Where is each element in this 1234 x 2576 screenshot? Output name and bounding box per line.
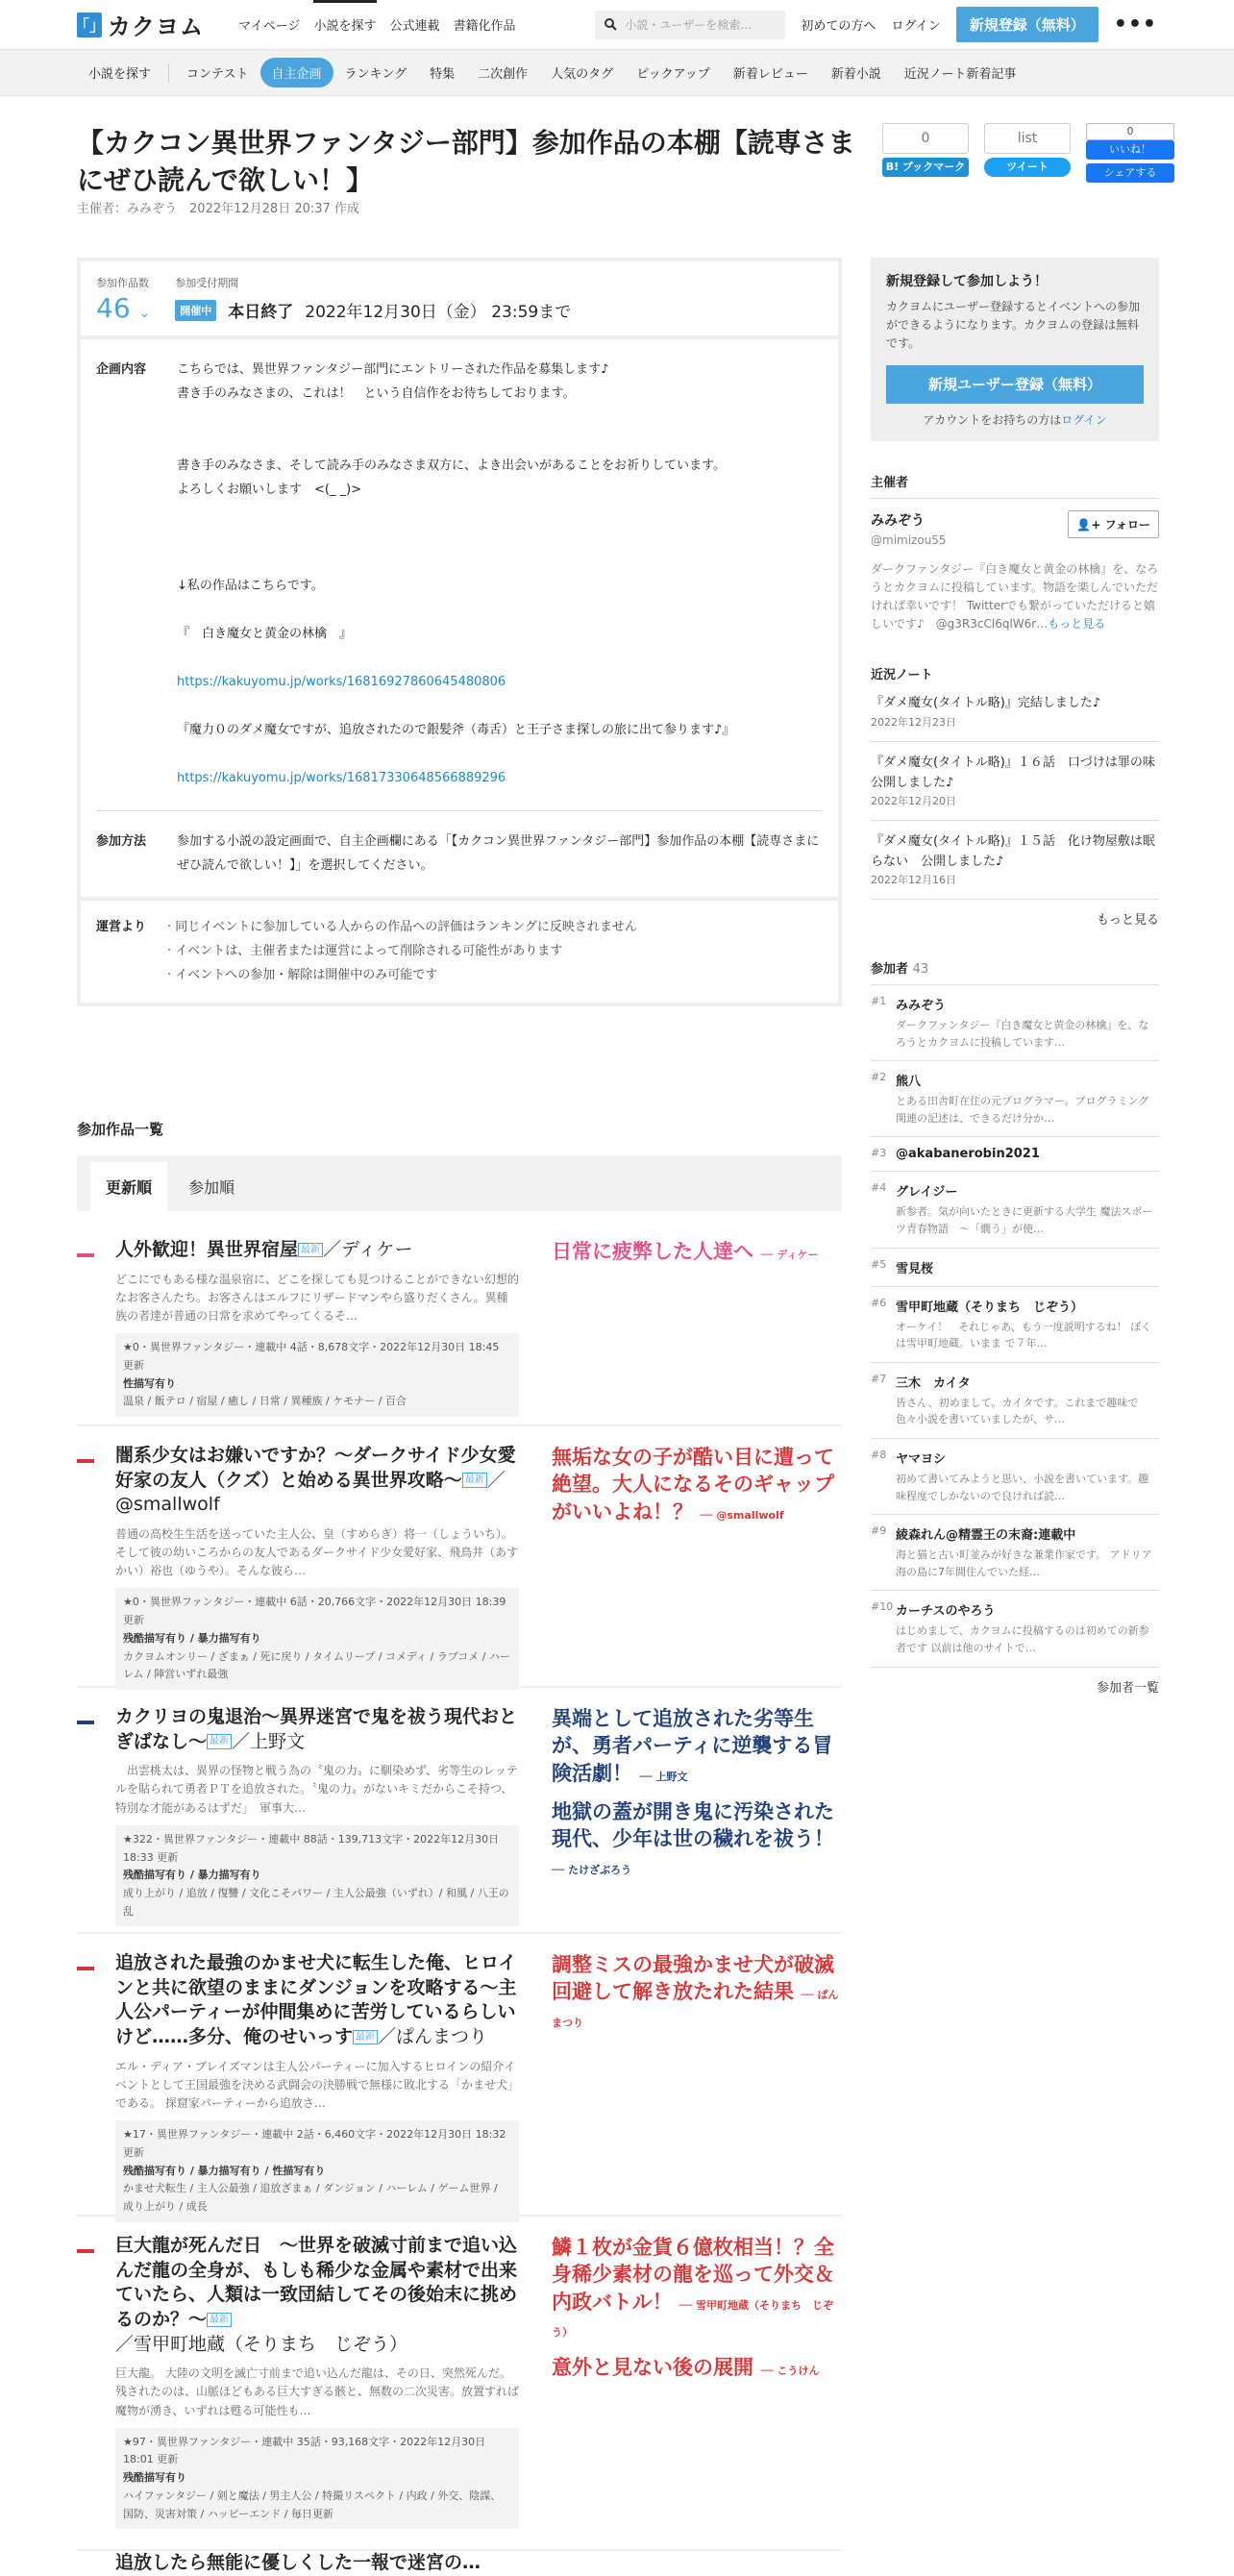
participant-desc: はじめまして、カクヨムに投稿するのは初めての新参者です 以前は他のサイトで… bbox=[896, 1624, 1149, 1654]
participant-desc: とある田舎町在住の元プログラマー。プログラミング関連の記述は、できるだけ分か… bbox=[896, 1095, 1149, 1125]
description-line: 書き手のみなさま、そして読み手のみなさま双方に、よき出会いがあることをお祈りしています。 bbox=[177, 458, 726, 473]
new-badge: 最新 bbox=[298, 1243, 323, 1258]
news-date: 2022年12月20日 bbox=[871, 795, 956, 808]
works-count bbox=[96, 292, 150, 324]
subnav-features[interactable]: 特集 bbox=[430, 67, 456, 82]
participant-rank: #8 bbox=[871, 1449, 887, 1462]
global-header bbox=[0, 0, 1234, 50]
description-line: ↓私の作品はこちらです。 bbox=[177, 579, 324, 593]
work-title-line bbox=[115, 1444, 519, 1518]
note-text: 同じイベントに参加している人からの作品への評価はランキングに反映されません bbox=[175, 920, 637, 935]
works-section-title: 参加作品一覧 bbox=[77, 1121, 164, 1138]
nav-books[interactable]: 書籍化作品 bbox=[453, 19, 516, 34]
participant-rank: #10 bbox=[871, 1600, 894, 1614]
join-title: 新規登録して参加しよう！ bbox=[886, 274, 1048, 289]
description-line bbox=[177, 695, 823, 719]
catch-by: ── 雪甲町地蔵（そりまち じぞう） bbox=[552, 2298, 833, 2340]
participant-body bbox=[896, 995, 1159, 1051]
work-catches bbox=[552, 1951, 842, 2044]
work-title-line bbox=[115, 2234, 519, 2357]
catch-by: ── @smallwolf bbox=[700, 1508, 784, 1522]
work-title-line bbox=[115, 1951, 519, 2050]
follow-button[interactable] bbox=[1068, 510, 1159, 538]
catch-by: ── ディケー bbox=[760, 1249, 819, 1261]
participant-name[interactable]: みみぞう bbox=[896, 999, 947, 1014]
tab-updated[interactable]: 更新順 bbox=[90, 1162, 167, 1211]
participant-rank: #5 bbox=[871, 1257, 887, 1271]
organizer-card bbox=[871, 510, 1159, 547]
work-flags: 残酷描写有り / 暴力描写有り bbox=[123, 1631, 261, 1645]
method-text: 参加する小説の設定画面で、自主企画欄にある「【カクコン異世界ファンタジー部門】参加作品の本棚【読専さまにぜひ読んで欲しい！】」を選択してください。 bbox=[177, 834, 820, 873]
participant-name[interactable]: 雪見桜 bbox=[896, 1261, 934, 1276]
news-title: 『ダメ魔女(タイトル略)』完結しました♪ bbox=[871, 696, 1101, 711]
news-item[interactable] bbox=[871, 682, 1159, 741]
note-text: イベントへの参加・解除は開催中のみ可能です bbox=[175, 967, 438, 982]
kakuyomu-logo[interactable] bbox=[74, 8, 204, 41]
work-excerpt: エル・ディア・ブレイズマンは主人公パーティーに加入するヒロインの紹介イベントとして王国最強を決める武闘会の決勝戦で無様に敗北する「かませ犬」である。 探窟家パーティーから追放さ… bbox=[115, 2059, 520, 2110]
tab-joined[interactable]: 参加順 bbox=[188, 1178, 235, 1197]
work-author[interactable]: ／上野文 bbox=[232, 1730, 306, 1752]
fb-share-button[interactable]: シェアする bbox=[1086, 163, 1174, 183]
nav-find-novels[interactable]: 小説を探す bbox=[313, 0, 376, 49]
subnav-pickup[interactable]: ピックアップ bbox=[636, 67, 710, 82]
work-catches bbox=[552, 2234, 842, 2393]
new-user-register-button[interactable]: 新規ユーザー登録（無料） bbox=[886, 365, 1144, 404]
tweet-box[interactable] bbox=[984, 123, 1071, 183]
beginners-link[interactable]: 初めての方へ bbox=[801, 19, 876, 34]
account-line bbox=[886, 411, 1144, 428]
catch-text: 日常に疲弊した人達へ bbox=[552, 1240, 753, 1263]
work-title[interactable]: 巨大龍が死んだ日 ～世界を破滅寸前まで追い込んだ龍の全身が、もしも稀少な金属や素材で出来ていたら、人類は一致団結してその後始末に挑めるのか？～ bbox=[115, 2235, 518, 2330]
participant-desc: ダークファンタジー『白き魔女と黄金の林檎』を、なろうとカクヨムに投稿しています… bbox=[896, 1019, 1149, 1049]
news-date: 2022年12月16日 bbox=[871, 874, 956, 887]
description-line: 『魔力０のダメ魔女ですが、追放されたので銀髪斧（毒舌）と王子さま探しの旅に出て参ります♪』 bbox=[177, 723, 735, 737]
work-main bbox=[115, 2551, 519, 2576]
participant-rank: #9 bbox=[871, 1524, 887, 1538]
work-meta bbox=[115, 1588, 519, 1689]
work-excerpt: 巨大龍。 大陸の文明を滅亡寸前まで追い込んだ龍は、その日、突然死んだ。 残されたのは、山脈ほどもある巨大すぎる骸と、無数の二次災害。放置すれば魔物が湧き、いずれは甦る可能性も… bbox=[115, 2366, 520, 2417]
work-stats: ★322・異世界ファンタジー・連載中 88話・139,713文字・2022年12月30日 18:33 更新 bbox=[123, 1832, 500, 1864]
logo-text: カクヨム bbox=[108, 13, 204, 40]
work-link[interactable]: https://kakuyomu.jp/works/16816927860645480806 bbox=[177, 675, 506, 689]
catch-text: 異端として追放された劣等生が、勇者パーティに逆襲する冒険活劇！ bbox=[552, 1707, 833, 1785]
work-main bbox=[115, 2234, 519, 2529]
work-main bbox=[115, 1444, 519, 1690]
ends-today: 本日終了 bbox=[228, 303, 294, 322]
bookmark-count: 0 bbox=[882, 123, 969, 154]
work-stats: ★0・異世界ファンタジー・連載中 4話・8,678文字・2022年12月30日 18:45 更新 bbox=[123, 1341, 500, 1372]
participant-name[interactable]: @akabanerobin2021 bbox=[896, 1147, 1040, 1162]
work-excerpt: どこにでもある様な温泉宿に、どこを探しても見つけることができない幻想的なお客さんたち。お客さんはエルフにリザードマンやら盛りだくさん。異種族の者達が普通の日常を求めてやってくるそ… bbox=[115, 1272, 520, 1324]
work-tags[interactable]: かませ犬転生 / 主人公最強 / 追放ざまぁ / ダンジョン / ハーレム / ゲーム世界 / 成り上がり / 成長 bbox=[123, 2182, 498, 2213]
participant-body bbox=[896, 1373, 1159, 1428]
register-button[interactable]: 新規登録（無料） bbox=[956, 7, 1098, 42]
participant-rank: #6 bbox=[871, 1296, 887, 1309]
search-placeholder: 小説・ユーザーを検索… bbox=[625, 18, 753, 32]
work-color-marker bbox=[77, 1253, 94, 1257]
news-more-link[interactable]: もっと見る bbox=[1096, 913, 1159, 929]
participant-item[interactable] bbox=[871, 1249, 1159, 1287]
description-line bbox=[177, 647, 823, 671]
event-content-row bbox=[81, 339, 838, 810]
participant-rank: #4 bbox=[871, 1181, 887, 1195]
works-count-value: 46 bbox=[96, 292, 131, 324]
work-color-marker bbox=[77, 1721, 94, 1724]
page-title: 【カクコン異世界ファンタジー部門】参加作品の本棚【読専さまにぜひ読んで欲しい！】 bbox=[77, 127, 855, 196]
event-stats bbox=[81, 261, 838, 339]
subnav-events[interactable]: 自主企画 bbox=[260, 58, 333, 87]
work-title[interactable]: 闇系少女はお嫌いですか？～ダークサイド少女愛好家の友人（クズ）と始める異世界攻略～ bbox=[115, 1445, 516, 1491]
participant-name[interactable]: 熊八 bbox=[896, 1075, 922, 1090]
work-title[interactable]: カクリヨの鬼退治～異界迷宮で鬼を祓う現代おとぎばなし～ bbox=[115, 1706, 518, 1752]
participant-item[interactable] bbox=[871, 1363, 1159, 1439]
deadline: 2022年12月30日（金） 23:59まで bbox=[305, 303, 572, 322]
period-label: 参加受付期間 bbox=[175, 277, 239, 289]
period-block bbox=[175, 275, 571, 324]
catchphrase[interactable] bbox=[552, 2234, 842, 2342]
organizer-description bbox=[871, 560, 1159, 634]
participant-rank: #3 bbox=[871, 1147, 887, 1160]
description-line bbox=[177, 599, 823, 623]
work-catches bbox=[552, 1444, 842, 1537]
work-title-line bbox=[115, 1238, 519, 1263]
participant-body bbox=[896, 1600, 1159, 1656]
new-badge: 最新 bbox=[207, 1734, 232, 1749]
participant-item[interactable] bbox=[871, 985, 1159, 1061]
catch-text: 鱗１枚が金貨６億枚相当！？全身稀少素材の龍を巡って外交＆内政バトル！ bbox=[552, 2236, 834, 2314]
participant-name[interactable]: 雪甲町地蔵（そりまち じぞう） bbox=[896, 1300, 1084, 1315]
news-item[interactable] bbox=[871, 742, 1168, 821]
news-date: 2022年12月23日 bbox=[871, 716, 956, 730]
catchphrase[interactable] bbox=[552, 2354, 842, 2381]
work-meta bbox=[115, 1333, 519, 1417]
participant-body bbox=[896, 1524, 1159, 1580]
participant-desc: 海と猫と古い町並みが好きな兼業作家です。 アドリア海の島に7年間住んでいた経… bbox=[896, 1548, 1152, 1578]
work-author[interactable]: ／ディケー bbox=[323, 1239, 413, 1260]
sub-nav bbox=[0, 50, 1234, 96]
participant-rank: #2 bbox=[871, 1071, 887, 1084]
participant-name[interactable]: カーチスのやろう bbox=[896, 1604, 996, 1620]
work-title[interactable]: 追放された最強のかませ犬に転生した俺、ヒロインと共に欲望のままにダンジョンを攻略する～主人公パーティーが仲間集めに苦労しているらしいけど……多分、俺のせいっす bbox=[115, 1952, 517, 2047]
work-tags[interactable]: ハイファンタジー / 剣と魔法 / 男主人公 / 特撮リスペクト / 内政 / 外交、陰謀、国防、災害対策 / ハッピーエンド / 毎日更新 bbox=[123, 2489, 502, 2520]
news-item[interactable] bbox=[871, 821, 1159, 900]
note-item: · イベントは、主催者または運営によって削除される可能性があります bbox=[167, 944, 563, 959]
work-title[interactable]: 人外歓迎！異世界宿屋 bbox=[115, 1239, 299, 1260]
work-meta bbox=[115, 2428, 519, 2529]
operator-notes bbox=[81, 897, 838, 1003]
catchphrase[interactable] bbox=[552, 1798, 842, 1880]
news-title: 『ダメ魔女(タイトル略)』１５話 化け物屋敷は眠らない 公開しました♪ bbox=[871, 833, 1155, 869]
catch-text: 無垢な女の子が酷い目に遭って絶望。大人になるそのギャップがいいよね！？ bbox=[552, 1446, 834, 1523]
organizer-heading: 主催者 bbox=[871, 472, 1159, 499]
work-item bbox=[77, 1238, 842, 1426]
participant-desc: オーケイ！ それじゃあ、もう一度説明するね！ ぼくは雪甲町地蔵。いまま で７年… bbox=[896, 1320, 1152, 1350]
participant-body bbox=[896, 1449, 1159, 1504]
catchphrase[interactable] bbox=[552, 1705, 842, 1787]
work-main bbox=[115, 1238, 519, 1417]
subnav-notes[interactable]: 近況ノート新着記事 bbox=[903, 67, 1017, 82]
nav-mypage[interactable]: マイページ bbox=[238, 19, 301, 34]
account-prefix: アカウントをお持ちの方は bbox=[923, 412, 1062, 427]
work-tags[interactable]: 温泉 / 飯テロ / 宿屋 / 癒し / 日常 / 異種族 / ケモナー / 百合 bbox=[123, 1395, 407, 1408]
participants-heading bbox=[871, 958, 1159, 985]
work-color-marker bbox=[77, 1459, 94, 1463]
search-input[interactable] bbox=[595, 11, 785, 39]
work-stats: ★17・異世界ファンタジー・連載中 2話・6,460文字・2022年12月30日 18:32 更新 bbox=[123, 2128, 506, 2159]
description-line: 書き手のみなさまの、これは！ という自信作をお待ちしております。 bbox=[177, 386, 576, 401]
work-flags: 残酷描写有り / 暴力描写有り bbox=[123, 1869, 261, 1882]
participant-rank: #7 bbox=[871, 1372, 887, 1385]
work-meta bbox=[115, 1825, 519, 1926]
work-color-marker bbox=[77, 2249, 94, 2253]
fb-count: 0 bbox=[1086, 123, 1174, 140]
organizer-name[interactable]: みみぞう bbox=[871, 512, 925, 529]
new-badge: 最新 bbox=[462, 1473, 487, 1488]
content-label: 企画内容 bbox=[96, 362, 147, 377]
catch-by: ── たけざぶろう bbox=[552, 1863, 632, 1876]
participant-name[interactable]: ヤマヨシ bbox=[896, 1452, 947, 1468]
subnav-divider bbox=[168, 63, 169, 83]
work-excerpt: 普通の高校生生活を送っていた主人公、皇（すめらぎ）将一（しょういち）。そして彼の幼いころからの友人であるダークサイド少女愛好家、飛鳥井（あすかい）裕也（ゆうや）。そんな彼ら… bbox=[115, 1526, 519, 1578]
work-author[interactable]: ／雪甲町地蔵（そりまち じぞう） bbox=[115, 2333, 408, 2355]
new-badge: 最新 bbox=[207, 2313, 232, 2328]
description-line: こちらでは、異世界ファンタジー部門にエントリーされた作品を募集します♪ bbox=[177, 362, 609, 377]
nav-official[interactable]: 公式連載 bbox=[389, 19, 440, 34]
subnav-find[interactable]: 小説を探す bbox=[88, 67, 152, 82]
news-list bbox=[871, 682, 1168, 900]
work-excerpt: 出雲桃太は、異界の怪物と戦う為の〝鬼の力〟に馴染めず、劣等生のレッテルを貼られて勇者ＰＴを追放された。〝鬼の力〟がないキミだからこそ持つ、特別な才能があるはずだ」 軍事大… bbox=[115, 1764, 518, 1815]
work-flags: 性描写有り bbox=[123, 1376, 176, 1390]
organizer-link[interactable]: 主催者：みみぞう bbox=[77, 202, 178, 216]
work-catches bbox=[552, 1705, 842, 1892]
follow-label: フォロー bbox=[1104, 517, 1150, 532]
created-date: 2022年12月28日 20:37 作成 bbox=[189, 202, 359, 216]
participant-desc: 新参者。気が向いたときに更新する大学生 魔法スポーツ青春物語 ～「繝う」が使… bbox=[896, 1205, 1153, 1236]
participant-item[interactable] bbox=[871, 1515, 1159, 1591]
join-box bbox=[871, 258, 1159, 441]
participants-label: 参加者 bbox=[871, 962, 909, 978]
subnav-ranking[interactable]: ランキング bbox=[344, 67, 407, 82]
catch-text: 地獄の蓋が開き鬼に汚染された現代、少年は世の穢れを祓う！ bbox=[552, 1800, 834, 1851]
period bbox=[175, 298, 571, 322]
work-title-line bbox=[115, 1705, 519, 1754]
work-item bbox=[77, 1705, 842, 1934]
notes-label: 運営より bbox=[96, 920, 147, 935]
event-detail bbox=[77, 258, 842, 1006]
login-link[interactable]: ログイン bbox=[891, 19, 941, 34]
description-line bbox=[177, 431, 823, 455]
organizer-more-link[interactable]: もっと見る bbox=[1048, 617, 1106, 632]
participant-body bbox=[896, 1147, 1040, 1161]
work-item bbox=[77, 2551, 842, 2573]
participant-name[interactable]: 綾森れん@精霊王の末裔:連載中 bbox=[896, 1528, 1076, 1544]
participant-body bbox=[896, 1071, 1159, 1127]
note-item: · イベントへの参加・解除は開催中のみ可能です bbox=[167, 967, 438, 982]
catchphrase[interactable] bbox=[552, 1444, 842, 1525]
catchphrase[interactable] bbox=[552, 1238, 842, 1265]
work-title[interactable]: 追放したら無能に優しくした一報で迷宮の… bbox=[115, 2552, 481, 2573]
share-buttons bbox=[882, 123, 1174, 183]
subnav-contest[interactable]: コンテスト bbox=[186, 67, 249, 82]
event-method-row bbox=[81, 811, 838, 897]
organizer-desc-text: ダークファンタジー『白き魔女と黄金の林檎』を、なろうとカクヨムに投稿しています。物語を楽しんでいただければ幸いです！ Twitterでも繋がっていただけると嬉しいです♪ @g3R3cCl6qlW6r… bbox=[871, 561, 1159, 632]
global-nav bbox=[238, 0, 516, 49]
participant-body bbox=[896, 1258, 933, 1276]
work-color-marker bbox=[77, 1967, 94, 1970]
participant-item[interactable] bbox=[871, 1137, 1159, 1172]
participant-item[interactable] bbox=[871, 1172, 1159, 1248]
work-main bbox=[115, 1951, 519, 2222]
catch-by: ── ぱんまつり bbox=[552, 1989, 839, 2029]
participant-item[interactable] bbox=[871, 1061, 1159, 1137]
catchphrase[interactable] bbox=[552, 1951, 842, 2033]
work-main bbox=[115, 1705, 519, 1926]
subnav-reviews[interactable]: 新着レビュー bbox=[732, 67, 808, 82]
hatena-bookmark[interactable] bbox=[882, 123, 969, 183]
work-item bbox=[77, 1444, 842, 1688]
subnav-tags[interactable]: 人気のタグ bbox=[551, 67, 614, 82]
follow-icon: 👤+ bbox=[1076, 517, 1101, 532]
work-link[interactable]: https://kakuyomu.jp/works/16817330648566889296 bbox=[177, 771, 506, 785]
work-meta bbox=[115, 2120, 519, 2221]
search-icon bbox=[605, 18, 617, 31]
participant-desc: 皆さん、初めまして。カイタです。これまで趣味で色々小説を書いていましたが、サ… bbox=[896, 1396, 1139, 1426]
participant-item[interactable] bbox=[871, 1439, 1159, 1515]
work-flags: 残酷描写有り bbox=[123, 2471, 186, 2485]
participants-count: 43 bbox=[912, 962, 929, 978]
work-catches bbox=[552, 1238, 842, 1276]
news-title: 『ダメ魔女(タイトル略)』１６話 口づけは罪の味 公開しました♪ bbox=[871, 755, 1168, 790]
participant-name[interactable]: グレイジー bbox=[896, 1185, 958, 1201]
method-label: 参加方法 bbox=[96, 834, 147, 849]
work-author[interactable]: ／ぱんまつり bbox=[378, 2025, 488, 2047]
work-item bbox=[77, 2234, 842, 2551]
subnav-fanfic[interactable]: 二次創作 bbox=[478, 67, 529, 82]
join-text: カクヨムにユーザー登録するとイベントへの参加ができるようになります。カクヨムの登録は無料です。 bbox=[886, 300, 1141, 351]
work-flags: 残酷描写有り / 暴力描写有り / 性描写有り bbox=[123, 2164, 326, 2177]
login-link-side[interactable]: ログイン bbox=[1061, 412, 1107, 427]
page-meta bbox=[77, 198, 359, 216]
event-description bbox=[177, 359, 823, 791]
work-author[interactable]: ／@smallwolf bbox=[115, 1469, 506, 1516]
description-line bbox=[177, 503, 823, 527]
participant-rank: #1 bbox=[871, 995, 887, 1008]
work-item bbox=[77, 1951, 842, 2217]
description-line bbox=[177, 551, 823, 575]
catch-by: ── こうけん bbox=[760, 2365, 820, 2378]
chevron-down-icon: ⌄ bbox=[138, 306, 151, 321]
work-stats: ★0・異世界ファンタジー・連載中 6話・20,766文字・2022年12月30日 18:39 更新 bbox=[123, 1596, 506, 1627]
note-text: イベントは、主催者または運営によって削除される可能性があります bbox=[175, 944, 563, 959]
catch-text: 調整ミスの最強かませ犬が破滅回避して解き放たれた結果 bbox=[552, 1953, 834, 2004]
works-count-block[interactable] bbox=[96, 275, 150, 324]
subnav-new-novels[interactable]: 新着小説 bbox=[830, 67, 881, 82]
description-line: 『 白き魔女と黄金の林檎 』 bbox=[177, 627, 353, 641]
status-badge: 開催中 bbox=[175, 300, 216, 321]
works-tabs bbox=[77, 1155, 842, 1211]
fb-like-button[interactable]: いいね！ bbox=[1086, 140, 1174, 160]
description-line: よろしくお願いします <(_ _)> bbox=[177, 483, 362, 497]
news-heading: 近況ノート bbox=[871, 668, 933, 683]
sidebar bbox=[871, 258, 1168, 1696]
work-tags[interactable]: 成り上がり / 追放 / 復讐 / 文化こそパワー / 主人公最強（いずれ）/ 和風 / 八王の乱 bbox=[123, 1886, 509, 1918]
description-line bbox=[177, 407, 823, 431]
note-item: · 同じイベントに参加している人からの作品への評価はランキングに反映されません bbox=[167, 920, 637, 935]
participants-more-link[interactable]: 参加者一覧 bbox=[1096, 1680, 1159, 1696]
participant-body bbox=[896, 1181, 1159, 1237]
bookmark-button[interactable]: B! ブックマーク bbox=[882, 158, 969, 177]
more-menu-icon[interactable]: ••• bbox=[1113, 12, 1157, 37]
participants-list bbox=[871, 985, 1159, 1668]
participant-item[interactable] bbox=[871, 1287, 1159, 1363]
catch-by: ── 上野文 bbox=[639, 1770, 688, 1783]
participant-desc: 初めて書いてみようと思い、小説を書いています。趣味程度でしかないので良ければ読… bbox=[896, 1473, 1149, 1502]
organizer-id: @mimizou55 bbox=[871, 533, 947, 547]
tweet-button[interactable]: ツイート bbox=[984, 158, 1071, 177]
new-badge: 最新 bbox=[353, 2030, 378, 2045]
description-line bbox=[177, 743, 823, 767]
logo-mark-icon: 「」 bbox=[77, 12, 102, 37]
work-stats: ★97・異世界ファンタジー・連載中 35話・93,168文字・2022年12月30日 18:01 更新 bbox=[123, 2435, 486, 2466]
description-line bbox=[177, 527, 823, 551]
participant-item[interactable] bbox=[871, 1591, 1159, 1667]
work-tags[interactable]: カクヨムオンリー / ざまぁ / 死に戻り / タイムリープ / コメディ / ラブコメ / ハーレム / 陣営いずれ最強 bbox=[123, 1649, 510, 1681]
works-count-label: 参加作品数 bbox=[96, 277, 149, 289]
facebook-box[interactable] bbox=[1086, 123, 1174, 183]
participant-body bbox=[896, 1297, 1159, 1352]
catch-text: 意外と見ない後の展開 bbox=[552, 2356, 753, 2380]
tweet-count: list bbox=[984, 123, 1071, 154]
participant-name[interactable]: 三木 カイタ bbox=[896, 1375, 971, 1391]
